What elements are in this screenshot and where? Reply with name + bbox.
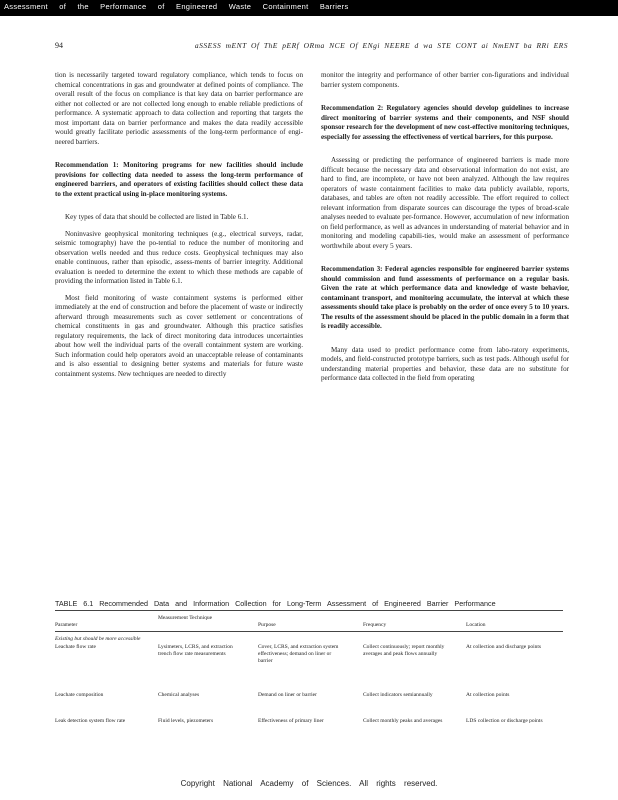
recommendation-1: Recommendation 1: Monitoring programs for new facilities should include provisions for collecting data needed to assess the long-term performance of engineered barriers, and operators of existing facilities should collect these data to the extent practical using in-place monitoring systems. (55, 161, 303, 198)
running-title-bar (0, 0, 618, 16)
table-cell: Cover, LCRS, and extraction system effectiveness; demand on liner or barrier (258, 644, 339, 664)
paragraph: Key types of data that should be collected are listed in Table 6.1. (65, 213, 249, 221)
paragraph: Many data used to predict performance come from labo-ratory experiments, models, and field-constructed prototype barriers, such as test pads. Although useful for understanding material properties and behavior, these data are no substitute for performance data collected in the field from operating (321, 345, 569, 382)
table-cell: LDS collection or discharge points (466, 718, 543, 724)
running-title: Assessment of the Performance of Engineered Waste Containment Barriers (4, 2, 349, 11)
table-header-frequency: Frequency (363, 622, 387, 628)
table-header-technique: Measurement Technique (158, 615, 213, 621)
recommendation-3: Recommendation 3: Federal agencies responsible for engineered barrier systems should commission and fund assessments of performance on a regular basis. Given the rate at which performance data and knowledge of waste behavior, contaminant transport, and monitoring accumulate, the interval at which these assessments should take place is probably on the order of once every 5 to 10 years. The results of the assessment should be placed in the public domain in a form that is readily accessible. (321, 265, 570, 330)
table-section-label: Existing but should be more accessible (55, 636, 141, 642)
table-cell: Lysimeters, LCRS, and extraction trench flow rate measurements (158, 644, 233, 657)
paragraph: tion is necessarily targeted toward regulatory compliance, which tends to focus on chemical concentrations in gas and groundwater at defined points of compliance. The overall result of the focus on compliance is that key data on barrier performance are either not collected or are not collected long enough to enable reliable predictions of performance. A systematic approach to data collection and reporting that targets the most important data on barrier performance and makes the data readily accessible would greatly facilitate periodic assessments of the long-term performance of engi-neered barriers. (55, 71, 303, 146)
table-cell: Leachate composition (55, 692, 104, 698)
table-cell: Collect continuously; report monthly averages and peak flows annually (363, 644, 445, 657)
recommendation-2: Recommendation 2: Regulatory agencies should develop guidelines to increase direct monitoring of barrier systems and their components, and NSF should sponsor research for the development of new cost-effective monitoring techniques, especially for assessing the effectiveness of vertical barriers, for this purpose. (321, 104, 569, 141)
table-header-location: Location (466, 622, 486, 628)
table-cell: Chemical analyses (158, 692, 200, 698)
table-cell: Effectiveness of primary liner (258, 718, 324, 724)
table-cell: Leachate flow rate (55, 644, 96, 650)
paragraph: Noninvasive geophysical monitoring techniques (e.g., electrical surveys, radar, seismic tomography) have the po-tential to reduce the number of monitoring and observation wells needed and thus reduce costs. Geophysical techniques may also enable continuous, rather than episodic, assess-ments of barrier integrity. Additional evaluation is needed to determine the extent to which these methods are capable of providing the information listed in Table 6.1. (55, 229, 303, 285)
table-header-parameter: Parameter (55, 622, 78, 628)
table-cell: Demand on liner or barrier (258, 692, 317, 698)
copyright-footer: Copyright National Academy of Sciences. All rights reserved. (180, 779, 438, 788)
table-caption: TABLE 6.1 Recommended Data and Information Collection for Long-Term Assessment of Engineered Barrier Performance (55, 599, 496, 608)
table-rule-header (55, 631, 563, 632)
table-cell: Leak detection system flow rate (55, 718, 126, 724)
table-rule-top (55, 610, 563, 611)
page-number: 94 (55, 41, 63, 50)
left-column (55, 71, 303, 386)
paragraph: Assessing or predicting the performance of engineered barriers is made more difficult because the necessary data and observational information do not exist, are hard to find, are incomplete, or have not been analyzed. Although the law requires operators of waste containment facilities to make data publicly available, reports, databases, and tables are often not readily accessible. The effort required to collect relevant information from disparate sources can discourage the types of broad-scale analyses needed to evaluate per-formance. However, accumulation of new information on field performance, as well as advances in understanding of material behavior and in monitoring and modeling capabili-ties, would make an assessment of performance worthwhile about every 5 years. (321, 156, 569, 250)
table-cell: Collect indicators semiannually (363, 692, 433, 698)
running-head: aSSESS mENT Of ThE pERf ORma NCE Of ENgi NEERE d wa STE CONT ai NmENT ba RRi ERS (194, 41, 568, 50)
paragraph: Most field monitoring of waste containment systems is performed either immediately at the end of construction and before the placement of waste or indirectly afterward through measurements such as cover settlement or concentrations of chemical constituents in gas and groundwater. Although this practice satisfies regulatory requirements, the lack of direct monitoring data introduces uncertainties about how well the individual parts of the overall containment system are working. Such information could help operators avoid an unacceptable release of contaminants and is also essential to designing better systems and materials for future waste containment systems. New techniques are needed to directly (55, 293, 303, 378)
table-cell: At collection and discharge points (466, 644, 542, 650)
table-cell: Fluid levels, piezometers (158, 718, 214, 724)
table-header-purpose: Purpose (258, 622, 276, 628)
paragraph: monitor the integrity and performance of other barrier con-figurations and individual barrier system components. (321, 71, 569, 89)
right-column (321, 71, 569, 391)
table-cell: At collection points (466, 692, 510, 698)
table-cell: Collect monthly peaks and averages (363, 718, 443, 724)
